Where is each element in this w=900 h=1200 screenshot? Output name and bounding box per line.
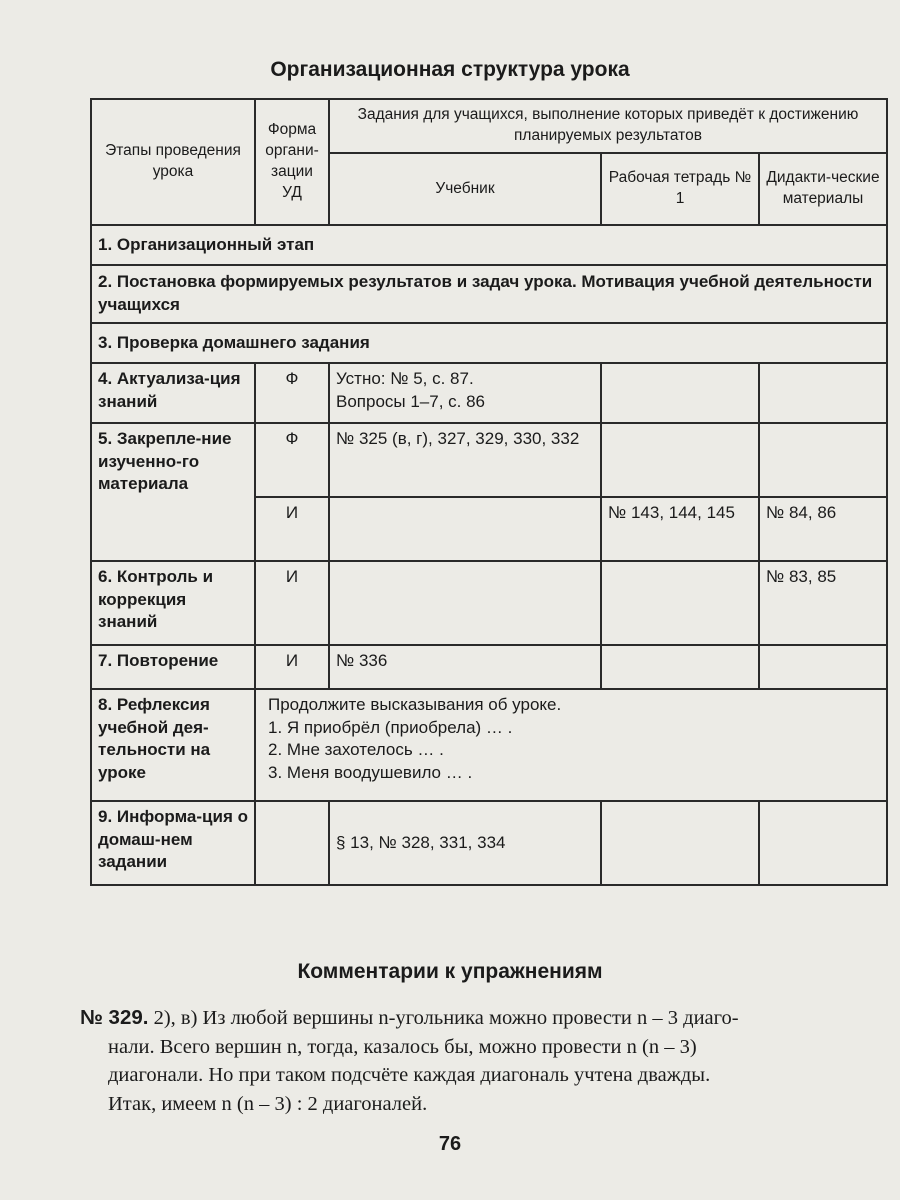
stage-repetition: 7. Повторение <box>91 645 255 689</box>
reflection-item: 2. Мне захотелось … . <box>268 740 444 760</box>
stage-control: 6. Контроль и коррекция знаний <box>91 561 255 645</box>
didactic-cell <box>759 801 887 885</box>
reflection-item: 1. Я приобрёл (приобрела) … . <box>268 717 513 737</box>
comments-title: Комментарии к упражнениям <box>297 960 603 983</box>
workbook-cell <box>601 423 759 497</box>
header-stages: Этапы проведения урока <box>91 99 255 225</box>
header-didactic: Дидакти-ческие материалы <box>759 153 887 225</box>
header-workbook: Рабочая тетрадь № 1 <box>601 153 759 225</box>
form-cell: И <box>255 497 329 561</box>
stage-homework-info: 9. Информа-ция о домаш-нем задании <box>91 801 255 885</box>
form-cell <box>255 801 329 885</box>
workbook-cell <box>601 561 759 645</box>
textbook-cell: № 325 (в, г), 327, 329, 330, 332 <box>329 423 601 497</box>
textbook-cell: № 336 <box>329 645 601 689</box>
didactic-cell: № 84, 86 <box>759 497 887 561</box>
workbook-cell <box>601 645 759 689</box>
didactic-cell <box>759 645 887 689</box>
textbook-cell <box>329 561 601 645</box>
comment-line: диагонали. Но при таком подсчёте каждая диагональ учтена дважды. <box>108 1064 711 1087</box>
row-goals-motivation: 2. Постановка формируемых результатов и задач урока. Мотивация учебной деятельности учащихся <box>91 265 887 323</box>
page-number: 76 <box>438 1133 462 1155</box>
comment-line: Итак, имеем n (n – 3) : 2 диагоналей. <box>108 1093 428 1116</box>
stage-actualization: 4. Актуализа-ция знаний <box>91 363 255 423</box>
comment-line: 2), в) Из любой вершины n-угольника можно провести n – 3 диаго- <box>153 1007 739 1029</box>
didactic-cell: № 83, 85 <box>759 561 887 645</box>
textbook-cell <box>329 497 601 561</box>
lesson-structure-table <box>90 98 888 886</box>
comment-paragraph <box>80 1004 890 1119</box>
header-form: Форма органи-зации УД <box>255 99 329 225</box>
form-cell: Ф <box>255 423 329 497</box>
comment-line: нали. Всего вершин n, тогда, казалось бы, можно провести n (n – 3) <box>108 1035 697 1058</box>
stage-consolidation: 5. Закрепле-ние изученно-го материала <box>91 423 255 561</box>
didactic-cell <box>759 363 887 423</box>
workbook-cell: № 143, 144, 145 <box>601 497 759 561</box>
header-textbook: Учебник <box>329 153 601 225</box>
reflection-prompt: Продолжите высказывания об уроке. <box>268 695 562 714</box>
didactic-cell <box>759 423 887 497</box>
stage-reflection: 8. Рефлексия учебной дея-тельности на уроке <box>91 689 255 801</box>
header-tasks: Задания для учащихся, выполнение которых приведёт к достижению планируемых результатов <box>329 99 887 153</box>
textbook-line: Устно: № 5, с. 87. <box>336 369 474 388</box>
textbook-line: Вопросы 1–7, с. 86 <box>336 391 486 411</box>
form-cell: Ф <box>255 363 329 423</box>
textbook-cell: § 13, № 328, 331, 334 <box>329 801 601 885</box>
row-homework-check: 3. Проверка домашнего задания <box>91 323 887 363</box>
form-cell: И <box>255 645 329 689</box>
row-organizational: 1. Организационный этап <box>91 225 887 265</box>
page-title: Организационная структура урока <box>270 58 630 81</box>
workbook-cell <box>601 363 759 423</box>
textbook-cell <box>329 363 601 423</box>
exercise-number: № 329. <box>80 1006 149 1029</box>
workbook-cell <box>601 801 759 885</box>
form-cell: И <box>255 561 329 645</box>
reflection-item: 3. Меня воодушевило … . <box>268 762 473 782</box>
reflection-cell <box>255 689 887 801</box>
